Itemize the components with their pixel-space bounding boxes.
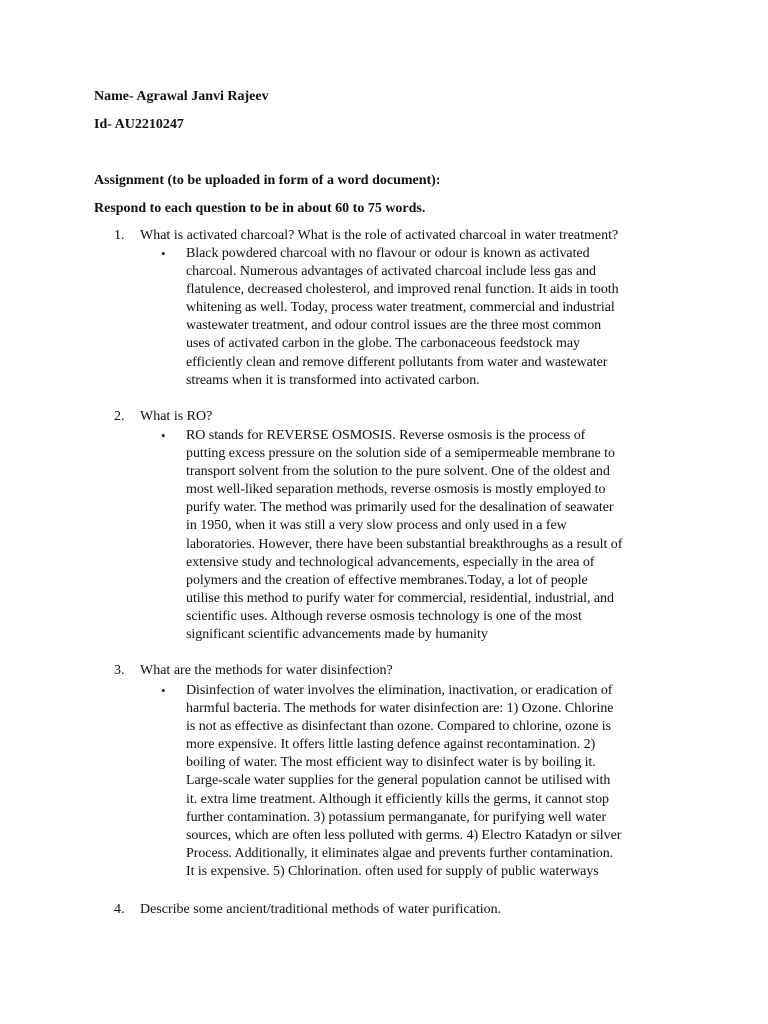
answer-line: transport solvent from the solution to the pure solvent. One of the oldest and: [186, 464, 610, 480]
answer-line: scientific uses. Although reverse osmosis technology is one of the most: [186, 608, 582, 624]
answer-line: laboratories. However, there have been substantial breakthroughs as a result of: [186, 536, 623, 552]
answer-block: [186, 682, 676, 881]
answer-line: harmful bacteria. The methods for water disinfection are: 1) Ozone. Chlorine: [186, 701, 614, 717]
answer-line: putting excess pressure on the solution side of a semipermeable membrane to: [186, 446, 615, 462]
question-text: What is RO?: [140, 409, 213, 424]
answer-line: more expensive. It offers little lasting defence against recontamination. 2): [186, 737, 596, 753]
answer-line: Disinfection of water involves the elimination, inactivation, or eradication of: [186, 683, 613, 698]
instruction-text: Respond to each question to be in about 60 to 75 words.: [94, 201, 426, 216]
answer-line: utilise this method to purify water for commercial, residential, industrial, and: [186, 590, 614, 606]
answer-line: Process. Additionally, it eliminates algae and prevents further contamination.: [186, 845, 614, 861]
bullet-icon: •: [161, 683, 166, 698]
student-id: Id- AU2210247: [94, 117, 184, 132]
assignment-heading: Assignment (to be uploaded in form of a word document):: [94, 173, 441, 188]
answer-line: It is expensive. 5) Chlorination. often used for supply of public waterways: [186, 863, 599, 879]
answer-line: uses of activated carbon in the globe. The carbonaceous feedstock may: [186, 336, 580, 352]
question-text: What are the methods for water disinfection?: [140, 663, 393, 678]
answer-line: Large-scale water supplies for the general population cannot be utilised with: [186, 773, 611, 789]
answer-line: flatulence, decreased cholesterol, and improved renal function. It aids in tooth: [186, 282, 619, 298]
answer-line: efficiently clean and remove different pollutants from water and wastewater: [186, 354, 608, 370]
question-text: What is activated charcoal? What is the role of activated charcoal in water treatment?: [140, 228, 619, 243]
answer-line: it. extra lime treatment. Although it efficiently kills the germs, it cannot stop: [186, 791, 609, 807]
answer-block: [186, 245, 676, 390]
question-number: 2.: [114, 409, 125, 424]
answer-line: RO stands for REVERSE OSMOSIS. Reverse osmosis is the process of: [186, 428, 586, 443]
answer-line: streams when it is transformed into activated carbon.: [186, 372, 480, 388]
question-number: 3.: [114, 663, 125, 678]
question-number: 1.: [114, 228, 125, 243]
answer-line: boiling of water. The most efficient way to disinfect water is by boiling it.: [186, 755, 596, 771]
answer-line: polymers and the creation of effective membranes.Today, a lot of people: [186, 572, 588, 588]
answer-line: charcoal. Numerous advantages of activated charcoal include less gas and: [186, 264, 597, 280]
answer-line: sources, which are often less polluted with germs. 4) Electro Katadyn or silver: [186, 827, 622, 843]
question-text: Describe some ancient/traditional methods of water purification.: [140, 902, 502, 917]
answer-line: whitening as well. Today, process water treatment, commercial and industrial: [186, 300, 615, 316]
answer-line: in 1950, when it was still a very slow process and only used in a few: [186, 518, 567, 534]
answer-line: extensive study and technological advancements, especially in the area of: [186, 554, 595, 570]
student-name: Name- Agrawal Janvi Rajeev: [94, 89, 269, 104]
answer-block: [186, 427, 676, 644]
answer-line: purify water. The method was primarily used for the desalination of seawater: [186, 500, 614, 516]
answer-line: is not as effective as disinfectant than ozone. Compared to chlorine, ozone is: [186, 719, 612, 735]
bullet-icon: •: [161, 246, 166, 261]
question-number: 4.: [114, 902, 125, 917]
answer-line: significant scientific advancements made by humanity: [186, 627, 488, 643]
answer-line: Black powdered charcoal with no flavour or odour is known as activated: [186, 246, 590, 261]
answer-line: most well-liked separation methods, reverse osmosis is mostly employed to: [186, 482, 606, 498]
answer-line: wastewater treatment, and odour control issues are the three most common: [186, 318, 602, 334]
bullet-icon: •: [161, 428, 166, 443]
answer-line: further contamination. 3) potassium permanganate, for purifying well water: [186, 809, 607, 825]
